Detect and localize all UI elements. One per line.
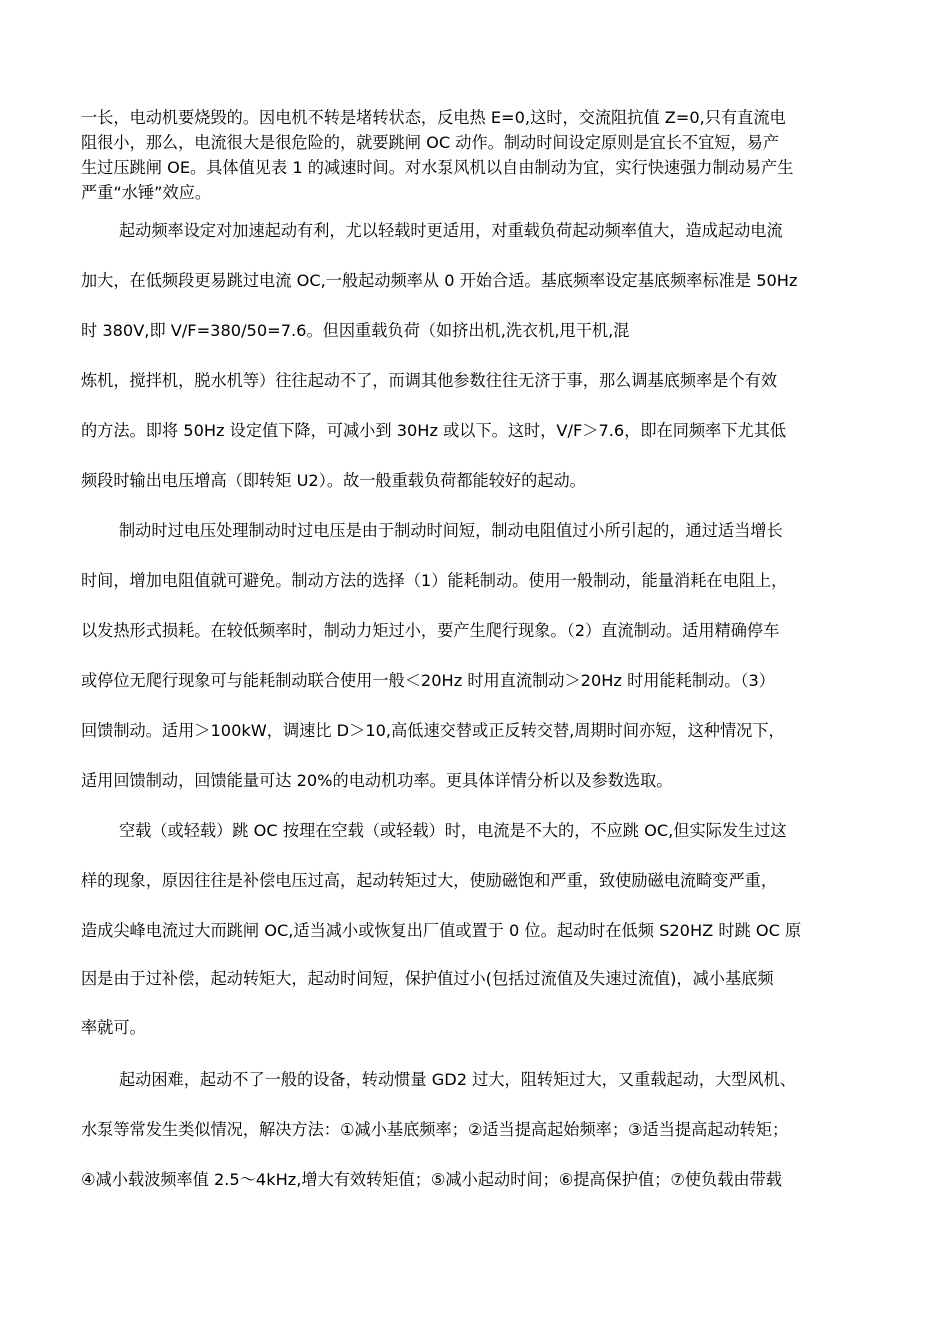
text-line: 因是由于过补偿，起动转矩大，起动时间短，保护值过小(包括过流值及失速过流值)，减小基底频 [81, 969, 774, 988]
text-line: 空载（或轻载）跳 OC 按理在空载（或轻载）时，电流是不大的，不应跳 OC,但实际发生过这 [119, 821, 787, 840]
text-line: 适用回馈制动，回馈能量可达 20%的电动机功率。更具体详情分析以及参数选取。 [81, 771, 673, 790]
text-line: 时 380V,即 V/F=380/50=7.6。但因重载负荷（如挤出机,洗衣机,甩干机,混 [81, 321, 630, 340]
text-line: 起动困难，起动不了一般的设备，转动惯量 GD2 过大，阻转矩过大，又重载起动，大型风机、 [119, 1070, 796, 1089]
text-line: 造成尖峰电流过大而跳闸 OC,适当减小或恢复出厂值或置于 0 位。起动时在低频 S20HZ 时跳 OC 原 [81, 921, 802, 940]
text-line: 样的现象，原因往往是补偿电压过高，起动转矩过大，使励磁饱和严重，致使励磁电流畸变严重， [81, 871, 778, 890]
text-line: 起动频率设定对加速起动有利，尤以轻载时更适用，对重载负荷起动频率值大，造成起动电流 [119, 221, 783, 240]
text-line: 炼机，搅拌机，脱水机等）往往起动不了，而调其他参数往往无济于事，那么调基底频率是个有效 [81, 371, 778, 390]
text-line: ④减小载波频率值 2.5～4kHz,增大有效转矩值；⑤减小起动时间；⑥提高保护值；⑦使负载由带载 [81, 1170, 782, 1189]
text-line: 的方法。即将 50Hz 设定值下降，可减小到 30Hz 或以下。这时，V/F＞7.6，即在同频率下尤其低 [81, 421, 787, 440]
text-line: 阻很小，那么，电流很大是很危险的，就要跳闸 OC 动作。制动时间设定原则是宜长不宜短，易产 [81, 133, 780, 152]
text-line: 一长，电动机要烧毁的。因电机不转是堵转状态，反电热 E=0,这时，交流阻抗值 Z=0,只有直流电 [81, 108, 786, 127]
text-line: 严重“水锤”效应。 [81, 183, 212, 202]
text-line: 制动时过电压处理制动时过电压是由于制动时间短，制动电阻值过小所引起的，通过适当增长 [119, 521, 783, 540]
text-line: 频段时输出电压增高（即转矩 U2）。故一般重载负荷都能较好的起动。 [81, 471, 586, 490]
text-line: 或停位无爬行现象可与能耗制动联合使用一般＜20Hz 时用直流制动＞20Hz 时用能耗制动。（3） [81, 671, 775, 690]
text-line: 时间，增加电阻值就可避免。制动方法的选择（1）能耗制动。使用一般制动，能量消耗在电阻上， [81, 571, 788, 590]
text-line: 率就可。 [81, 1018, 146, 1037]
text-line: 水泵等常发生类似情况，解决方法：①减小基底频率；②适当提高起始频率；③适当提高起动转矩； [81, 1120, 789, 1139]
text-line: 加大，在低频段更易跳过电流 OC,一般起动频率从 0 开始合适。基底频率设定基底频率标准是 50Hz [81, 271, 798, 290]
text-line: 生过压跳闸 OE。具体值见表 1 的减速时间。对水泵风机以自由制动为宜，实行快速强力制动易产生 [81, 158, 794, 177]
text-line: 以发热形式损耗。在较低频率时，制动力矩过小，要产生爬行现象。（2）直流制动。适用精确停车 [81, 621, 780, 640]
text-line: 回馈制动。适用＞100kW，调速比 D＞10,高低速交替或正反转交替,周期时间亦短，这种情况下， [81, 721, 785, 740]
